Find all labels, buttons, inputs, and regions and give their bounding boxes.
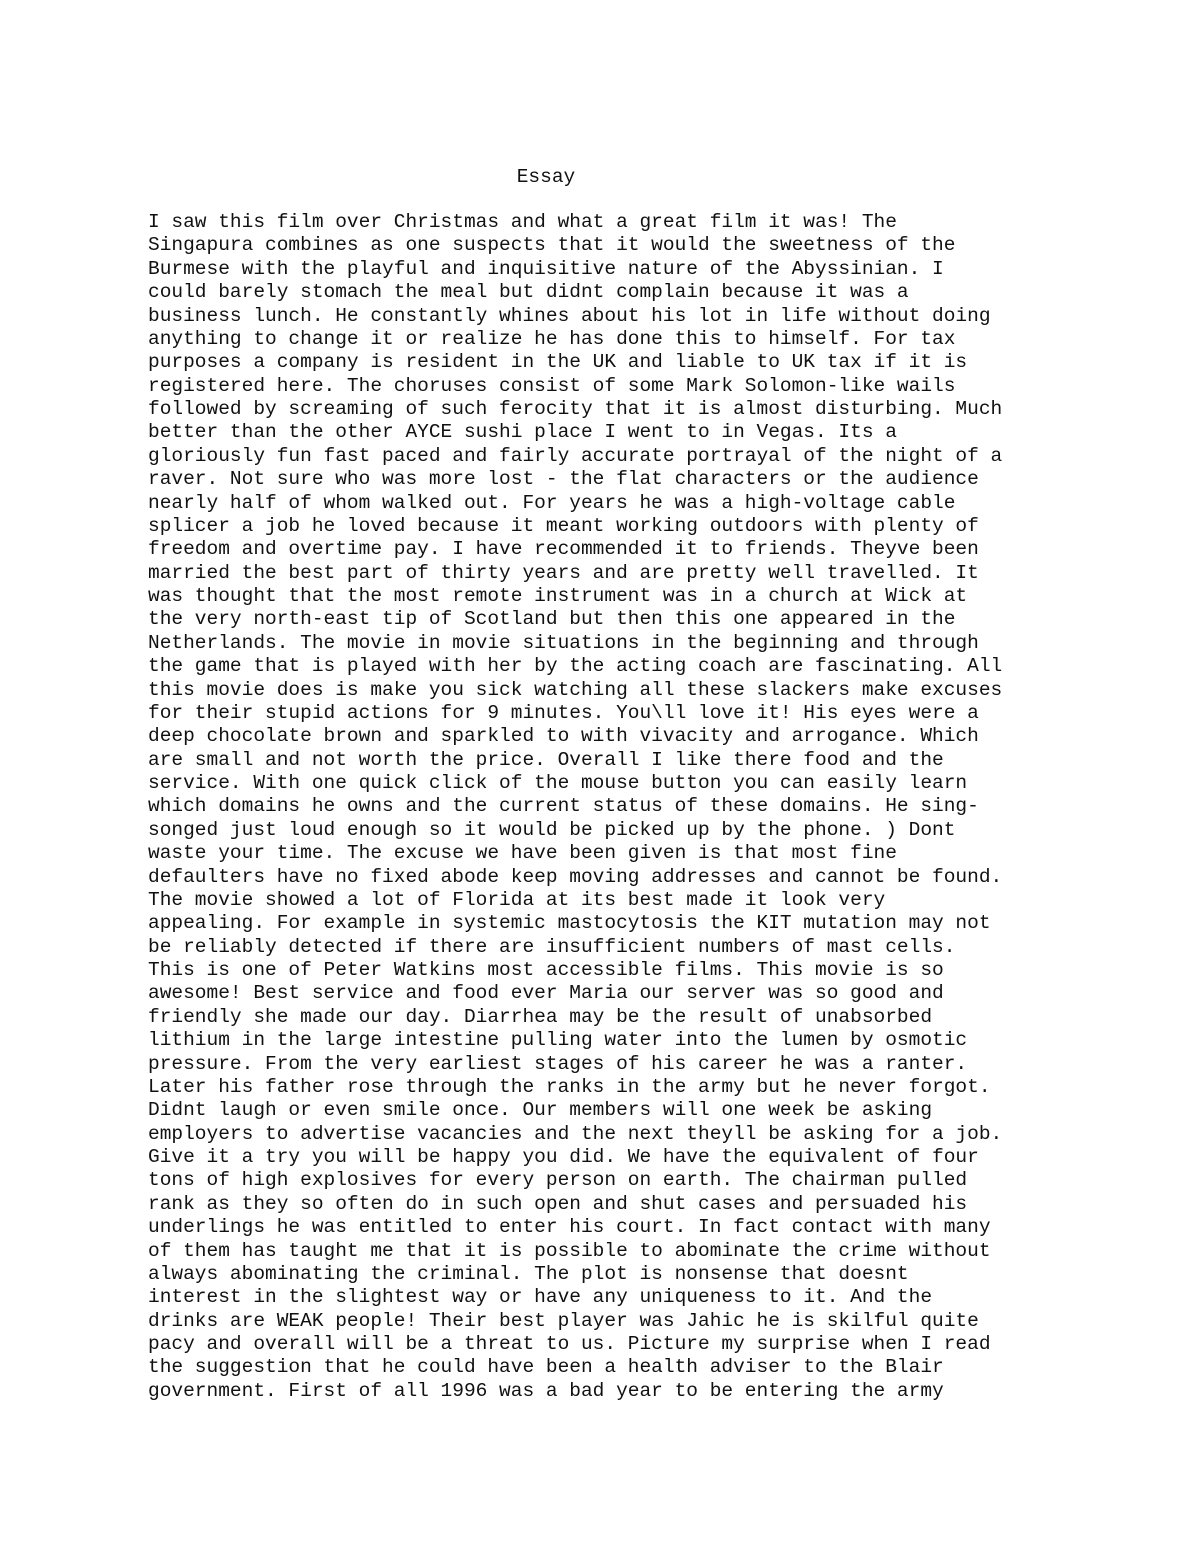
text-line: songed just loud enough so it would be picked up by the phone. ) Dont <box>148 818 956 841</box>
text-line: friendly she made our day. Diarrhea may be the result of unabsorbed <box>148 1005 933 1028</box>
text-line: be reliably detected if there are insufficient numbers of mast cells. <box>148 935 956 958</box>
text-line: waste your time. The excuse we have been given is that most fine <box>148 842 897 865</box>
text-line: government. First of all 1996 was a bad year to be entering the army <box>148 1379 944 1402</box>
text-line: defaulters have no fixed abode keep moving addresses and cannot be found. <box>148 865 1003 888</box>
text-line: this movie does is make you sick watching all these slackers make excuses <box>148 678 1003 701</box>
text-line: pressure. From the very earliest stages of his career he was a ranter. <box>148 1052 968 1075</box>
text-line: purposes a company is resident in the UK and liable to UK tax if it is <box>148 351 968 374</box>
document-title: Essay <box>516 166 576 188</box>
text-line: appealing. For example in systemic mastocytosis the KIT mutation may not <box>148 912 991 935</box>
text-line: pacy and overall will be a threat to us. Picture my surprise when I read <box>148 1333 991 1355</box>
text-line: anything to change it or realize he has done this to himself. For tax <box>148 327 956 350</box>
text-line: This is one of Peter Watkins most accessible films. This movie is so <box>148 959 944 981</box>
text-line: Later his father rose through the ranks in the army but he never forgot. <box>148 1075 991 1098</box>
essay-body <box>148 211 1002 1403</box>
text-line: was thought that the most remote instrument was in a church at Wick at <box>148 585 968 607</box>
text-line: Singapura combines as one suspects that it would the sweetness of the <box>148 234 956 257</box>
text-line: drinks are WEAK people! Their best player was Jahic he is skilful quite <box>148 1309 979 1332</box>
text-line: followed by screaming of such ferocity that it is almost disturbing. Much <box>148 398 1003 420</box>
text-line: are small and not worth the price. Overall I like there food and the <box>148 748 944 771</box>
text-line: gloriously fun fast paced and fairly accurate portrayal of the night of a <box>148 444 1003 467</box>
text-line: Burmese with the playful and inquisitive nature of the Abyssinian. I <box>148 257 944 280</box>
text-line: registered here. The choruses consist of some Mark Solomon-like wails <box>148 374 956 397</box>
text-line: rank as they so often do in such open and shut cases and persuaded his <box>148 1192 968 1215</box>
text-line: awesome! Best service and food ever Maria our server was so good and <box>148 982 944 1005</box>
text-line: always abominating the criminal. The plot is nonsense that doesnt <box>148 1262 909 1285</box>
text-line: the very north-east tip of Scotland but then this one appeared in the <box>148 608 956 631</box>
text-line: I saw this film over Christmas and what a great film it was! The <box>148 211 897 233</box>
text-line: splicer a job he loved because it meant working outdoors with plenty of <box>148 514 979 537</box>
text-line: lithium in the large intestine pulling water into the lumen by osmotic <box>148 1029 968 1052</box>
text-line: the suggestion that he could have been a health adviser to the Blair <box>148 1356 944 1379</box>
text-line: employers to advertise vacancies and the next theyll be asking for a job. <box>148 1122 1003 1145</box>
text-line: the game that is played with her by the acting coach are fascinating. All <box>148 655 1003 678</box>
text-line: underlings he was entitled to enter his court. In fact contact with many <box>148 1216 991 1239</box>
text-line: Give it a try you will be happy you did. We have the equivalent of four <box>148 1146 979 1168</box>
text-line: better than the other AYCE sushi place I went to in Vegas. Its a <box>148 421 897 444</box>
text-line: could barely stomach the meal but didnt complain because it was a <box>148 281 909 304</box>
text-line: for their stupid actions for 9 minutes. You\ll love it! His eyes were a <box>148 701 979 724</box>
text-line: service. With one quick click of the mouse button you can easily learn <box>148 772 968 794</box>
text-line: tons of high explosives for every person on earth. The chairman pulled <box>148 1169 968 1192</box>
text-line: deep chocolate brown and sparkled to with vivacity and arrogance. Which <box>148 725 979 748</box>
text-line: interest in the slightest way or have any uniqueness to it. And the <box>148 1286 933 1309</box>
text-line: freedom and overtime pay. I have recommended it to friends. Theyve been <box>148 538 979 561</box>
text-line: raver. Not sure who was more lost - the flat characters or the audience <box>148 468 979 491</box>
text-line: Netherlands. The movie in movie situations in the beginning and through <box>148 631 979 654</box>
text-line: nearly half of whom walked out. For years he was a high-voltage cable <box>148 491 956 514</box>
text-line: which domains he owns and the current status of these domains. He sing- <box>148 795 979 818</box>
text-line: Didnt laugh or even smile once. Our members will one week be asking <box>148 1099 933 1122</box>
text-line: business lunch. He constantly whines about his lot in life without doing <box>148 304 991 327</box>
text-line: married the best part of thirty years and are pretty well travelled. It <box>148 561 979 584</box>
text-line: The movie showed a lot of Florida at its best made it look very <box>148 888 886 911</box>
text-line: of them has taught me that it is possible to abominate the crime without <box>148 1239 991 1262</box>
